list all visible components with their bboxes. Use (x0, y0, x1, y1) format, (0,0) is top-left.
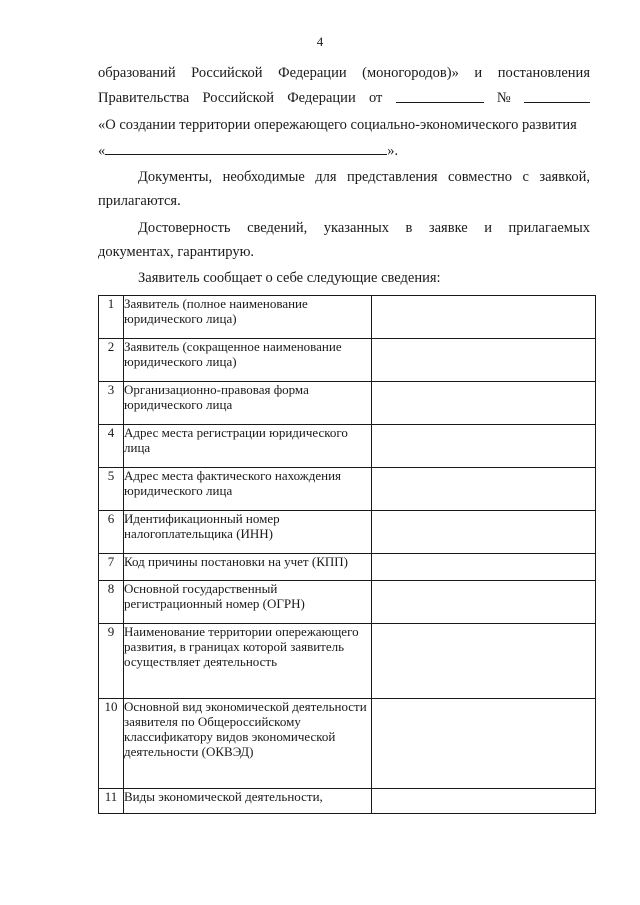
number-blank[interactable] (524, 89, 590, 103)
page-number: 4 (316, 34, 324, 49)
row-value-cell[interactable] (372, 581, 596, 624)
row-number: 10 (99, 699, 124, 789)
table-row (99, 554, 596, 581)
row-number: 11 (99, 789, 124, 814)
row-value-cell[interactable] (372, 296, 596, 339)
word: и (474, 65, 483, 81)
word: Федерации (278, 65, 347, 81)
word: сведений, (247, 220, 308, 236)
word: (моногородов)» (362, 65, 459, 81)
paragraph3-line2: документах, гарантирую. (98, 244, 255, 260)
row-value-cell[interactable] (372, 789, 596, 814)
row-value-cell[interactable] (372, 624, 596, 699)
word: заявке (428, 220, 468, 236)
row-label: Заявитель (сокращенное наименование юридического лица) (124, 339, 372, 382)
word: для (315, 169, 337, 185)
word: совместно (448, 169, 513, 185)
row-value-cell[interactable] (372, 554, 596, 581)
word: с (522, 169, 529, 185)
quote-close: ». (387, 143, 399, 159)
row-number: 6 (99, 511, 124, 554)
row-value-cell[interactable] (372, 699, 596, 789)
word: от (368, 90, 383, 106)
paragraph2-line1 (98, 168, 590, 186)
word: прилагаемых (508, 220, 590, 236)
applicant-intro: Заявитель сообщает о себе следующие сведения: (138, 270, 441, 286)
row-number: 4 (99, 425, 124, 468)
row-number: 5 (99, 468, 124, 511)
word: в (405, 220, 413, 236)
row-label: Заявитель (полное наименование юридического лица) (124, 296, 372, 339)
paragraph2-line2: прилагаются. (98, 193, 181, 209)
date-blank[interactable] (396, 89, 484, 103)
paragraph1-line4 (98, 141, 590, 160)
table-row (99, 296, 596, 339)
table-row (99, 339, 596, 382)
word: указанных (323, 220, 389, 236)
paragraph1-line1 (98, 64, 590, 82)
row-number: 3 (99, 382, 124, 425)
table-row (99, 468, 596, 511)
word: заявкой, (539, 169, 590, 185)
word: образований (98, 65, 176, 81)
row-label: Виды экономической деятельности, (124, 789, 372, 814)
word: Достоверность (138, 220, 231, 236)
row-label: Адрес места регистрации юридического лица (124, 425, 372, 468)
word: необходимые (222, 169, 305, 185)
row-label: Наименование территории опережающего развития, в границах которой заявитель осуществляет деятельность (124, 624, 372, 699)
row-label: Адрес места фактического нахождения юридического лица (124, 468, 372, 511)
row-label: Основной государственный регистрационный номер (ОГРН) (124, 581, 372, 624)
quote-open: « (98, 143, 106, 159)
paragraph1-line2 (98, 89, 590, 107)
row-value-cell[interactable] (372, 511, 596, 554)
row-label: Организационно-правовая форма юридического лица (124, 382, 372, 425)
row-number: 1 (99, 296, 124, 339)
word: постановления (497, 65, 590, 81)
table-row (99, 425, 596, 468)
row-value-cell[interactable] (372, 468, 596, 511)
row-label: Идентификационный номер налогоплательщика (ИНН) (124, 511, 372, 554)
row-number: 2 (99, 339, 124, 382)
word: представления (347, 169, 438, 185)
row-label: Код причины постановки на учет (КПП) (124, 554, 372, 581)
row-label: Основной вид экономической деятельности заявителя по Общероссийскому классификатору видов экономической деятельности (ОКВЭД) (124, 699, 372, 789)
word: Федерации (287, 90, 356, 106)
territory-name-blank[interactable] (105, 141, 387, 155)
paragraph1-line3: «О создании территории опережающего социально-экономического развития (98, 117, 577, 133)
paragraph3-line1 (98, 219, 590, 237)
table-row (99, 789, 596, 814)
table-row (99, 581, 596, 624)
word: Российской (191, 65, 263, 81)
word: Правительства (98, 90, 190, 106)
word: и (484, 220, 492, 236)
table-row (99, 699, 596, 789)
table-row (99, 511, 596, 554)
row-value-cell[interactable] (372, 339, 596, 382)
table-row (99, 624, 596, 699)
row-number: 8 (99, 581, 124, 624)
table-row (99, 382, 596, 425)
word: Документы, (138, 169, 213, 185)
row-value-cell[interactable] (372, 382, 596, 425)
number-sign: № (496, 90, 511, 106)
row-number: 7 (99, 554, 124, 581)
word: Российской (202, 90, 274, 106)
row-number: 9 (99, 624, 124, 699)
row-value-cell[interactable] (372, 425, 596, 468)
applicant-info-table (98, 295, 596, 814)
